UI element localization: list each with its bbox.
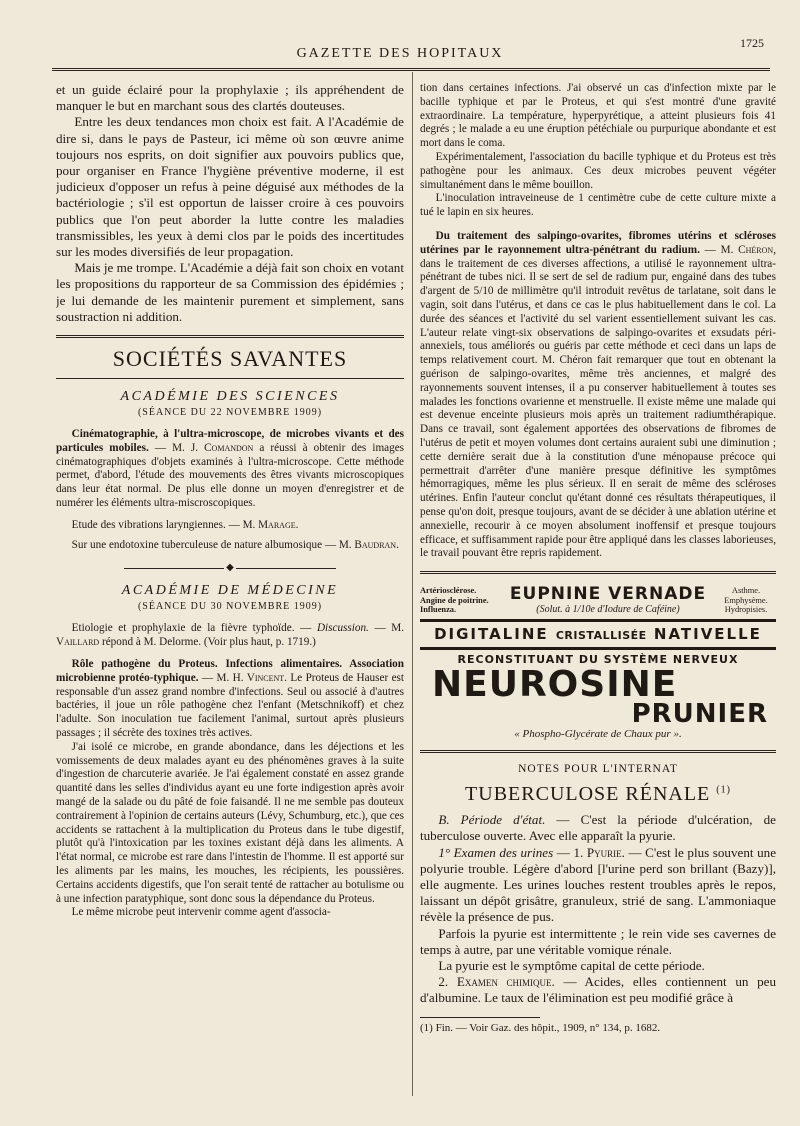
periode-etat-head: B. Période d'état. [438,812,546,828]
digitaline-word: DIGITALINE [434,625,549,644]
intro-paragraph-3: Mais je me trompe. L'Académie a déjà fait son choix en votant les propositions du rapporteur de sa Commission des épidémies ; je lui demande de les maintenir purement et simplement, sans soustraction ni addition. [56,260,404,324]
footnote: (1) Fin. — Voir Gaz. des hôpit., 1909, n° 134, p. 1682. [420,1021,661,1034]
academy-sciences-session: (SÉANCE DU 22 NOVEMBRE 1909) [137,407,323,419]
ad-rule-bottom [420,750,776,753]
pyurie-intermittente-paragraph: Parfois la pyurie est intermittente ; le rein vide ses cavernes de temps à autre, par une véritable vomique rénale. [420,925,776,957]
academy-medecine-title: ACADÉMIE DE MÉDECINE [121,583,339,599]
notes-title: NOTES POUR L'INTERNAT [518,763,678,776]
proteus-paragraph-2: J'ai isolé ce microbe, en grande abondance, dans les déjections et les vomissements de deux malades ayant eu des phénomènes graves à la suite d'ingestion de charcuterie avariée. Je l'ai également constaté en assez grande quantité dans les selles d'individus ayant eu une forte indigestion après avoir mangé de la salade ou du pâté de foie faisandé. Il ne me semble pas douteux contrairement à l'opinion de certains auteurs (Lévy, Schumburg, etc.), que ces accidents se rattachent à la multiplication du Proteus dans le tube digestif, plutôt qu'à l'intoxication par les toxines existant déjà dans les aliments. A l'état normal, ce microbe est rare dans l'intestin de l'homme. Il est apporté sur les aliments par les mains, les mouches, les récipients, les poussières. Certains accidents digestifs, que l'on serait tenté de rattacher au botulisme ou à une infection paratyphique, sont donc sous la dépendance du Proteus. [56,740,404,905]
prunier-brand: PRUNIER [631,699,768,730]
periode-etat-text: C'est la période d'ulcération, de tuberculose ouverte. Avec elle apparaît la pyurie. [420,812,776,844]
pyurie-head: 1. Pyurie. [573,844,625,860]
proteus-item: Rôle pathogène du Proteus. Infections alimentaires. Association microbienne protéo-typhique. — M. H. Vincent. Le Proteus de Hauser est responsable d'un assez grand nombre d'infections. Seul ou associé à d'autres bactéries, il joue un rôle pathogène chez l'enfant (Metschnikoff) et chez l'adulte. Son inoculation tue facilement l'animal, surtout après plusieurs passages ; il sécrète des toxines très actives. [56,658,404,739]
proteus-text: Le Proteus de Hauser est responsable d'un assez grand nombre d'infections. Seul ou associé à d'autres bactéries, il joue un rôle pathogène chez l'enfant (Metschnikoff) et chez l'adulte. Son inoculation tue facilement l'animal, surtout après plusieurs passages ; il sécrète des toxines très actives. [56,671,404,739]
typhoide-text: répond à M. Delorme. (Voir plus haut, p. 1719.) [101,636,316,649]
eupnine-brand: EUPNINE VERNADE [509,584,707,605]
comandon-author: M. J. Comandon [172,441,254,454]
academy-sciences-title: ACADÉMIE DES SCIENCES [120,389,340,405]
nativelle-word: NATIVELLE [653,625,762,644]
cinematographie-item: Cinématographie, à l'ultra-microscope, de microbes vivants et des particules mobiles. — M. J. Comandon a réussi à obtenir des images cinématographiques d'objets examinés à l'ultra-microscope. Cette méthode permet, d'abord, l'étude des mouvements des êtres vivants microscopiques dans leur état normal. De plus elle donne un moyen d'enregistrer et de numérer les éléments ultra-miscroscopiques. [56,428,404,510]
salpingo-item: Du traitement des salpingo-ovarites, fibromes utérins et scléroses utérines par le rayonnement ultra-pénétrant du radium. — M. Chéron, dans le traitement de ces diverses affections, a utilisé le rayonnement ultra-pénétrant de tubes nici. Il se sert de sel de radium pur, engainé dans des tubes d'argent de 5/10 de millimètre qu'il introduit revêtus de tarlatane, soit dans le vagin, soit dans l'utérus, et dans ce cas le plus habituellement dans le col. La durée des séances et l'activité du sel varient essentiellement suivant les cas. L'auteur relate vingt-six observations de salpingo-ovarites et exsudats péri-annexiels, tous améliorés ou guéris par cette méthode et ceci dans un laps de temps relativement court. M. Chéron fait remarquer que tout en obtenant la guérison de salpingo-ovarites, même très anciennes, et malgré des rayonnements souvent intenses, il a pu conserver habituellement à toutes ses malades les fonctions ovarienne et menstruelle. Il existe même une malade qui est devenue enceinte plusieurs mois après un traitement radiumthérapique. Dans ce travail, sont également apportées des observations de fibromes de l'utérus de petit et moyen volumes dont certains auraient subi une diminution ; cette dernière serait due à la constitution d'une ménopause précoce qui permettrait d'arrêter d'une manière presque définitive les symptômes hémorragiques, même les plus sérieux. Il en serait de même des scléroses utérines. Enfin l'auteur conclut qu'étant donné ces résultats thérapeutiques, il pense qu'on doit, presque toujours, avant de se décider à une ablation utérine et annexielle, recourir à ce moyen absolument inoffensif et presque toujours efficace, et suffisamment rapide pour être appliqué dans les classes laborieuses, le travail pouvant être repris rapidement. [420,229,776,560]
tuberculose-note-mark: (1) [716,784,731,796]
section-rule-top [56,335,404,338]
ad-bar [420,619,776,622]
cinematographie-text: a réussi à obtenir des images cinématographiques d'objets examinés à l'ultra-microscope. Cette méthode permet, d'abord, l'étude des mouvements des êtres vivants microscopiques dans leur état normal. De plus elle donne un moyen d'enregistrer et de numérer les éléments ultra-miscroscopiques. [56,441,404,510]
academy-medecine-session: (SÉANCE DU 30 NOVEMBRE 1909) [137,601,323,613]
cheron-author: M. Chéron, [720,243,776,256]
digitaline-ad [420,625,776,643]
typhoide-item: Etiologie et prophylaxie de la fièvre typhoïde. — Discussion. — M. Vaillard répond à M. Delorme. (Voir plus haut, p. 1719.) [56,622,404,649]
baudran-author: M. Baudran. [338,538,399,551]
advertisement-block [420,584,776,740]
experimental-paragraph: Expérimentalement, l'association du bacille typhique et du Proteus est très pathogène pour les animaux. Ces deux microbes peuvent végéter simultanément dans le même bouillon. [420,150,776,191]
eupnine-center [510,584,706,615]
section-title: SOCIÉTÉS SAVANTES [112,346,348,372]
eupnine-indications-right: Asthme. Emphysème. Hydropisies. [724,585,768,615]
page-number: 1725 [740,36,764,50]
proteus-title: Rôle pathogène du Proteus. Infections alimentaires. Association microbienne protéo-typhique. [56,658,404,684]
ad-rule-top [420,571,776,574]
vibrations-item: Etude des vibrations laryngiennes. — M. Marage. [71,518,299,531]
examen-chimique-head: 2. Examen chimique. [438,974,555,990]
vincent-author: M. H. Vincent. [216,671,287,684]
eupnine-indications-left: Artériosclérose. Angine de poitrine. Influenza. [420,585,489,615]
footnote-rule [420,1017,540,1018]
right-column [420,82,776,1102]
vaillard-author: M. Vaillard [56,622,404,649]
proteus-paragraph-3: Le même microbe peut intervenir comme agent d'associa- [71,906,331,919]
periode-etat-paragraph: B. Période d'état. — C'est la période d'ulcération, de tuberculose ouverte. Avec elle apparaît la pyurie. [420,812,776,844]
left-column [56,82,404,1102]
cinematographie-title: Cinématographie, à l'ultra-microscope, de microbes vivants et des particules mobiles. [56,428,404,454]
endotoxine-item: Sur une endotoxine tuberculeuse de nature albumosique — M. Baudran. [71,538,399,551]
examen-urines-head: 1° Examen des urines [438,844,554,860]
examen-urines-text: C'est le plus souvent une polyurie trouble. Légère d'abord [l'urine perd son brillant (Bazy)], elle augmente. Les urines louches restent troubles après le repos, laissant un dépôt grisâtre, granuleux, strié de sang. L'ammoniaque révèle la présence de pus. [420,844,776,925]
examen-chimique-text: Acides, elles contiennent un peu d'albumine. Le taux de l'élimination est peu modifié grâce à [420,974,776,1006]
pyurie-capital-paragraph: La pyurie est le symptôme capital de cette période. [438,957,705,973]
examen-chimique-paragraph: 2. Examen chimique. — Acides, elles contiennent un peu d'albumine. Le taux de l'élimination est peu modifié grâce à [420,974,776,1006]
journal-title: GAZETTE DES HOPITAUX [296,46,504,61]
intro-paragraph-2: Entre les deux tendances mon choix est fait. A l'Académie de dire si, dans le pays de Pasteur, ici même où son œuvre anime toujours nos esprits, on doit signifier aux pouvoirs publics que, pour organiser en France l'hygiène préventive moderne, il est judicieux d'opposer un refus à peine déguisé aux méthodes de la bactériologie ; s'il est opportun de laisser croire à ces pouvoirs publics que l'on peut aborder la lutte contre les maladies transmissibles, les yeux à demi clos par le poids des incertitudes sur les modes diversifiés de leur propagation. [56,114,404,260]
examen-urines-paragraph: 1° Examen des urines — 1. Pyurie. — C'est le plus souvent une polyurie trouble. Légère d'abord [l'urine perd son brillant (Bazy)], elle augmente. Les urines louches restent troubles après le repos, laissant un dépôt grisâtre, granuleux, strié de sang. L'ammoniaque révèle la présence de pus. [420,844,776,925]
neurosine-brand: NEUROSINE [432,664,678,706]
inoculation-paragraph: L'inoculation intraveineuse de 1 centimètre cube de cette culture mixte a tué le lapin en six heures. [420,192,776,219]
typhoide-title: Etiologie et prophylaxie de la fièvre typhoïde. [71,622,295,635]
cristallisee-word: CRISTALLISÉE [555,629,647,643]
intro-paragraph-1: et un guide éclairé pour la prophylaxie ; ils appréhendent de manquer le but en marchant sous des clartés douteuses. [56,82,404,114]
tuberculose-title-text: TUBERCULOSE RÉNALE [465,783,711,806]
phospho-line: « Phospho-Glycérate de Chaux pur ». [514,728,682,741]
tuberculose-title [420,783,776,806]
salpingo-text: dans le traitement de ces diverses affections, a utilisé le rayonnement ultra-pénétrant de tubes nici. Il se sert de sel de radium pur, engainé dans des tubes d'argent de 5/10 de millimètre qu'il introduit revêtus de tarlatane, soit dans le vagin, soit dans l'utérus, et dans ce cas le plus habituellement dans le col. La durée des séances et l'activité du sel varient essentiellement suivant les cas. L'auteur relate vingt-six observations de salpingo-ovarites et exsudats péri-annexiels, tous améliorés ou guéris par cette méthode et ceci dans un laps de temps relativement court. M. Chéron fait remarquer que tout en obtenant la guérison de salpingo-ovarites, même très anciennes, et malgré des rayonnements souvent intenses, il a pu conserver habituellement à toutes ses malades les fonctions ovarienne et menstruelle. Il existe même une malade qui est devenue enceinte plusieurs mois après un traitement radiumthérapique. Dans ce travail, sont également apportées des observations de fibromes de l'utérus de petit et moyen volumes dont certains auraient subi une diminution ; cette dernière serait due à la constitution d'une ménopause précoce qui permettrait d'arrêter d'une manière presque définitive les symptômes hémorragiques, même les plus sérieux. Il en serait de même des scléroses utérines. Enfin l'auteur conclut qu'étant donné ces résultats thérapeutiques, il pense qu'on doit, presque toujours, avant de se décider à une ablation utérine et annexielle, recourir à ce moyen absolument inoffensif et presque toujours efficace, et suffisamment rapide pour être appliqué dans les classes laborieuses, le travail pouvant être repris rapidement. [420,257,776,560]
ornament-divider: ◆ [56,562,404,573]
typhoide-discussion: Discussion. [316,622,369,635]
marage-author: M. Marage. [242,518,299,531]
column-divider [412,72,413,1096]
header-rule [52,68,770,71]
salpingo-title: Du traitement des salpingo-ovarites, fibromes utérins et scléroses utérines par le rayonnement ultra-pénétrant du radium. [420,229,776,256]
section-rule-bottom [56,378,404,379]
endotoxine-title: Sur une endotoxine tuberculeuse de nature albumosique [71,538,323,551]
ad-bar-2 [420,647,776,650]
vibrations-title: Etude des vibrations laryngiennes. [71,518,226,531]
eupnine-formula: (Solut. à 1/10e d'Iodure de Caféine) [536,604,680,616]
eupnine-ad [420,584,776,615]
reconstituant-line: RECONSTITUANT DU SYSTÈME NERVEUX [457,653,739,667]
association-paragraph: tion dans certaines infections. J'ai observé un cas d'infection mixte par le bacille typhique et par le Proteus, et qui s'est montré d'une gravité extraordinaire. La température, hyperpyrétique, a atteint plusieurs fois 41 degrés ; le malade a eu une éruption pétéchiale ou purpurique abondante et est mort dans le coma. [420,82,776,150]
